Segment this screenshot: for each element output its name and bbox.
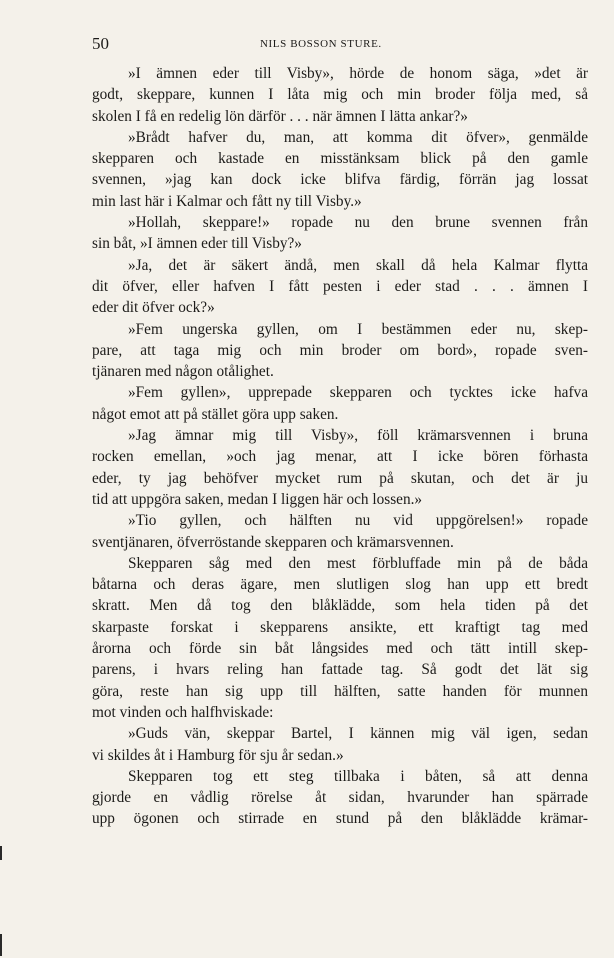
page-edge-mark	[0, 934, 2, 956]
paragraph	[92, 510, 588, 553]
text-line: »Tio gyllen, och hälften nu vid uppgörelsen!» ropade	[128, 512, 588, 530]
paragraph	[92, 723, 588, 766]
text-line: »Guds vän, skeppar Bartel, I kännen mig väl igen, sedan	[128, 725, 588, 743]
text-line: godt, skeppare, kunnen I låta mig och min broder följa med, så	[92, 86, 588, 104]
text-line: något emot att på stället göra upp saken.	[92, 405, 339, 423]
text-line: göra, reste han sig upp till hälften, satte handen för munnen	[92, 682, 588, 700]
text-line: min last här i Kalmar och fått ny till Visby.»	[92, 192, 362, 210]
text-line: »I ämnen eder till Visby», hörde de honom säga, »det är	[128, 65, 588, 82]
text-line: »Hollah, skeppare!» ropade nu den brune svennen från	[128, 214, 588, 232]
text-line: rocken emellan, »och jag menar, att I icke bören förhasta	[92, 448, 588, 466]
text-line: parens, i hvars reling han fattade tag. Så godt det lät sig	[92, 661, 588, 679]
paragraph	[92, 382, 588, 425]
body-text	[92, 63, 588, 830]
text-line: Skepparen tog ett steg tillbaka i båten, så att denna	[128, 767, 588, 785]
text-line: »Brådt hafver du, man, att komma dit öfver», genmälde	[128, 128, 588, 146]
text-line: skratt. Men då tog den blåklädde, som hela tiden på det	[92, 597, 588, 615]
text-line: tjänaren med någon otålighet.	[92, 363, 274, 381]
page-header	[92, 34, 532, 56]
text-line: skarpaste forskat i skepparens ansikte, ett kraftigt tag med	[92, 618, 588, 636]
page-number: 50	[92, 34, 109, 53]
text-line: tid att uppgöra saken, medan I liggen här och lossen.»	[92, 490, 423, 508]
text-line: årorna och förde sin båt långsides med och tätt intill skep-	[92, 640, 588, 658]
text-line: båtarna och deras ägare, men slutligen slog han upp ett bredt	[92, 576, 588, 594]
paragraph	[92, 63, 588, 127]
text-line: svennen, »jag kan dock icke blifva färdig, förrän jag lossat	[92, 171, 588, 189]
text-line: gjorde en vådlig rörelse åt sidan, hvarunder han spärrade	[92, 789, 588, 807]
text-line: »Jag ämnar mig till Visby», föll krämarsvennen i bruna	[128, 427, 588, 445]
text-line: skolen I få en redelig lön därför . . . när ämnen I lätta ankar?»	[92, 107, 468, 125]
page-edge-mark	[0, 846, 2, 860]
text-line: upp ögonen och stirrade en stund på den blåklädde krämar-	[92, 810, 588, 828]
text-line: eder dit öfver ock?»	[92, 299, 215, 317]
text-line: mot vinden och halfhviskade:	[92, 703, 274, 721]
text-line: sin båt, »I ämnen eder till Visby?»	[92, 235, 302, 253]
text-line: vi skildes åt i Hamburg för sju år sedan.»	[92, 746, 344, 764]
text-line: skepparen och kastade en misstänksam blick på den gamle	[92, 150, 588, 168]
text-line: Skepparen såg med den mest förbluffade min på de båda	[128, 554, 588, 572]
paragraph	[92, 255, 588, 319]
paragraph	[92, 425, 588, 510]
running-title: NILS BOSSON STURE.	[260, 38, 382, 50]
paragraph	[92, 766, 588, 830]
text-line: eder, ty jag behöfver mycket rum på skutan, och det är ju	[92, 469, 588, 487]
text-line: sventjänaren, öfverröstande skepparen och krämarsvennen.	[92, 533, 454, 551]
text-line: dit öfver, eller hafven I fått pesten i eder stad . . . ämnen I	[92, 277, 588, 295]
text-line: »Fem gyllen», upprepade skepparen och tycktes icke hafva	[128, 384, 588, 402]
paragraph	[92, 127, 588, 212]
text-line: pare, att taga mig och min broder om bord», ropade sven-	[92, 341, 588, 359]
text-line: »Ja, det är säkert ändå, men skall då hela Kalmar flytta	[128, 256, 588, 274]
paragraph	[92, 212, 588, 255]
text-line: »Fem ungerska gyllen, om I bestämmen eder nu, skep-	[128, 320, 588, 338]
paragraph	[92, 319, 588, 383]
paragraph	[92, 553, 588, 723]
